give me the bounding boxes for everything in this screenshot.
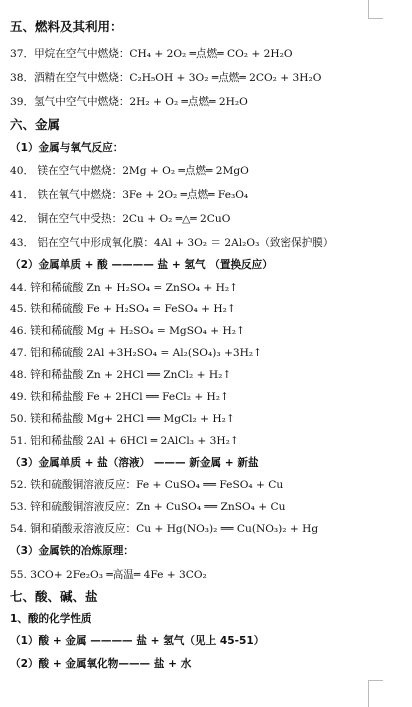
equation-line: 42． 铜在空气中受热：2Cu + O₂ ═△═ 2CuO (10, 213, 231, 225)
equation-line: 53. 锌和硫酸铜溶液反应：Zn + CuSO₄ ══ ZnSO₄ + Cu (10, 501, 286, 513)
subsection-heading: 1、酸的化学性质 (10, 613, 92, 625)
equation-line: 49. 铁和稀盐酸 Fe + 2HCl ══ FeCl₂ + H₂↑ (10, 391, 229, 403)
subsection-heading: （2）酸 + 金属氧化物——— 盐 + 水 (10, 658, 192, 670)
page-corner-mark-top (368, 0, 383, 19)
equation-line: 54. 铜和硝酸汞溶液反应：Cu + Hg(NO₃)₂ ══ Cu(NO₃)₂ + Hg (10, 523, 319, 535)
equation-line: 43． 铝在空气中形成氧化膜：4Al + 3O₂ ＝ 2Al₂O₃（致密保护膜） (10, 237, 334, 249)
equation-line: 37．甲烷在空气中燃烧：CH₄ + 2O₂ ═点燃═ CO₂ + 2H₂O (10, 48, 293, 60)
section-heading: 七、酸、碱、盐 (10, 589, 98, 604)
equation-line: 38．酒精在空气中燃烧：C₂H₅OH + 3O₂ ═点燃═ 2CO₂ + 3H₂O (10, 72, 322, 84)
equation-line: 46. 镁和稀硫酸 Mg + H₂SO₄ = MgSO₄ + H₂↑ (10, 325, 245, 337)
equation-line: 50. 镁和稀盐酸 Mg+ 2HCl ══ MgCl₂ + H₂↑ (10, 413, 235, 425)
equation-line: 39．氢气中空气中燃烧：2H₂ + O₂ ═点燃═ 2H₂O (10, 96, 248, 108)
section-heading: 五、燃料及其利用： (10, 19, 123, 34)
subsection-heading: （1）金属与氧气反应： (10, 142, 124, 154)
equation-line: 51. 铝和稀盐酸 2Al + 6HCl ═ 2AlCl₃ + 3H₂↑ (10, 435, 239, 447)
equation-line: 41． 铁在氧气中燃烧：3Fe + 2O₂ ═点燃═ Fe₃O₄ (10, 189, 249, 201)
equation-line: 52. 铁和硫酸铜溶液反应：Fe + CuSO₄ ══ FeSO₄ + Cu (10, 479, 284, 491)
equation-line: 40． 镁在空气中燃烧：2Mg + O₂ ═点燃═ 2MgO (10, 165, 249, 177)
subsection-heading: （1）酸 + 金属 ———— 盐 + 氢气（见上 45-51） (10, 635, 265, 647)
subsection-heading: （2）金属单质 + 酸 ———— 盐 + 氢气 （置换反应） (10, 259, 273, 271)
equation-line: 48. 锌和稀盐酸 Zn + 2HCl ══ ZnCl₂ + H₂↑ (10, 369, 232, 381)
equation-line: 44. 锌和稀硫酸 Zn + H₂SO₄ = ZnSO₄ + H₂↑ (10, 282, 238, 294)
equation-line: 47. 铝和稀硫酸 2Al +3H₂SO₄ = Al₂(SO₄)₃ +3H₂↑ (10, 347, 262, 359)
equation-line: 45. 铁和稀硫酸 Fe + H₂SO₄ = FeSO₄ + H₂↑ (10, 303, 236, 315)
subsection-heading: （3）金属单质 + 盐（溶液） ——— 新金属 + 新盐 (10, 457, 259, 469)
page-corner-mark-bottom (368, 680, 383, 707)
subsection-heading: （3）金属铁的冶炼原理： (10, 545, 134, 557)
equation-line: 55. 3CO+ 2Fe₂O₃ ═高温═ 4Fe + 3CO₂ (10, 569, 207, 581)
section-heading: 六、金属 (10, 117, 61, 132)
